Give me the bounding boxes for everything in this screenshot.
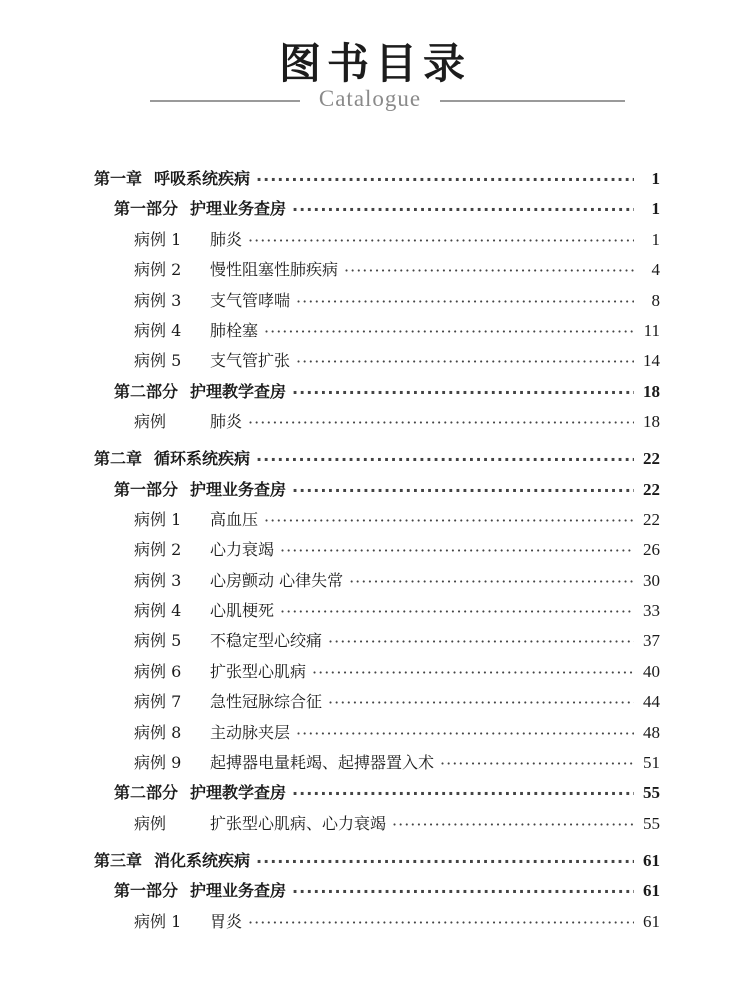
entry-label xyxy=(134,720,290,743)
dot-leader xyxy=(292,481,634,500)
table-of-contents xyxy=(94,156,660,932)
entry-label xyxy=(134,288,290,311)
page-number: 55 xyxy=(643,813,660,833)
entry-label xyxy=(134,811,386,834)
entry-label xyxy=(134,659,306,682)
toc-case-entry[interactable] xyxy=(94,651,660,681)
catalogue-header xyxy=(0,38,750,116)
toc-case-entry[interactable] xyxy=(94,341,660,371)
entry-title: 消化系统疾病 xyxy=(154,850,251,870)
toc-case-entry[interactable] xyxy=(94,743,660,773)
entry-number: 第三章 xyxy=(94,850,143,870)
entry-label xyxy=(114,379,286,402)
dot-leader xyxy=(292,200,634,219)
entry-title: 心房颤动 心律失常 xyxy=(210,570,344,590)
entry-number: 病例 5 xyxy=(134,631,182,651)
dot-leader xyxy=(292,882,634,901)
dot-leader xyxy=(256,450,634,469)
subtitle-row xyxy=(0,86,750,116)
dot-leader xyxy=(256,170,634,189)
entry-title: 不稳定型心绞痛 xyxy=(210,631,323,651)
entry-title: 主动脉夹层 xyxy=(210,722,291,742)
entry-number: 病例 xyxy=(134,412,167,432)
entry-number: 病例 8 xyxy=(134,722,182,742)
dot-leader xyxy=(312,663,634,682)
entry-title: 护理业务查房 xyxy=(190,479,287,499)
entry-number: 病例 5 xyxy=(134,351,182,371)
page-title: 图书目录 xyxy=(278,39,471,88)
toc-case-entry[interactable] xyxy=(94,402,660,432)
page-number: 1 xyxy=(651,229,660,249)
entry-title: 循环系统疾病 xyxy=(154,449,251,469)
entry-title: 胃炎 xyxy=(210,911,243,931)
dot-leader xyxy=(328,693,634,712)
left-divider xyxy=(150,100,300,102)
entry-number: 第二部分 xyxy=(114,783,179,803)
toc-case-entry[interactable] xyxy=(94,621,660,651)
entry-label xyxy=(134,750,434,773)
dot-leader xyxy=(296,352,634,371)
dot-leader xyxy=(248,231,634,250)
entry-number: 第一部分 xyxy=(114,199,179,219)
entry-label xyxy=(134,409,242,432)
entry-title: 呼吸系统疾病 xyxy=(154,169,251,188)
entry-title: 支气管哮喘 xyxy=(210,290,291,310)
dot-leader xyxy=(280,541,634,560)
entry-title: 护理业务查房 xyxy=(190,881,287,901)
toc-case-entry[interactable] xyxy=(94,901,660,931)
page-number: 11 xyxy=(643,320,660,340)
entry-title: 支气管扩张 xyxy=(210,351,291,371)
dot-leader xyxy=(349,572,634,591)
page-number: 61 xyxy=(643,850,660,870)
entry-label xyxy=(134,689,322,712)
entry-title: 高血压 xyxy=(210,509,259,529)
entry-number: 病例 1 xyxy=(134,509,182,529)
entry-title: 护理教学查房 xyxy=(190,381,287,401)
entry-number: 病例 9 xyxy=(134,753,182,773)
entry-label xyxy=(114,878,286,901)
page-number: 26 xyxy=(643,540,660,560)
entry-title: 心力衰竭 xyxy=(210,540,275,560)
entry-number: 病例 2 xyxy=(134,260,182,280)
page-number: 14 xyxy=(643,351,660,371)
page-number: 61 xyxy=(643,911,660,931)
toc-case-entry[interactable] xyxy=(94,712,660,742)
toc-part-entry[interactable] xyxy=(94,189,660,219)
entry-title: 心肌梗死 xyxy=(210,601,275,621)
entry-title: 护理业务查房 xyxy=(190,199,287,219)
dot-leader xyxy=(280,602,634,621)
toc-part-entry[interactable] xyxy=(94,371,660,401)
page-number: 37 xyxy=(643,631,660,651)
entry-number: 第一部分 xyxy=(114,479,179,499)
entry-number: 病例 3 xyxy=(134,290,182,310)
toc-case-entry[interactable] xyxy=(94,560,660,590)
dot-leader xyxy=(248,913,634,932)
page-number: 22 xyxy=(643,449,660,469)
entry-label xyxy=(134,568,343,591)
dot-leader xyxy=(344,261,634,280)
entry-number: 病例 1 xyxy=(134,229,182,249)
entry-label xyxy=(134,507,258,530)
toc-case-entry[interactable] xyxy=(94,591,660,621)
dot-leader xyxy=(328,632,634,651)
toc-chapter-entry[interactable] xyxy=(94,156,660,189)
toc-chapter-entry[interactable] xyxy=(94,436,660,469)
page-number: 22 xyxy=(643,479,660,499)
page-number: 22 xyxy=(643,509,660,529)
dot-leader xyxy=(264,511,634,530)
entry-number: 第二部分 xyxy=(114,381,179,401)
dot-leader xyxy=(296,724,634,743)
entry-label xyxy=(134,537,274,560)
page-number: 8 xyxy=(651,290,660,310)
entry-label xyxy=(134,257,338,280)
entry-title: 起搏器电量耗竭、起搏器置入术 xyxy=(210,753,435,773)
page-number: 1 xyxy=(651,199,660,219)
page-number: 4 xyxy=(651,260,660,280)
entry-title: 急性冠脉综合征 xyxy=(210,692,323,712)
entry-label xyxy=(94,166,250,189)
entry-label xyxy=(114,477,286,500)
entry-title: 肺炎 xyxy=(210,229,243,249)
page-number: 44 xyxy=(643,692,660,712)
entry-number: 病例 4 xyxy=(134,320,182,340)
page-number: 33 xyxy=(643,601,660,621)
page-number: 18 xyxy=(643,381,660,401)
toc-case-entry[interactable] xyxy=(94,280,660,310)
entry-number: 病例 7 xyxy=(134,692,182,712)
page-number: 61 xyxy=(643,881,660,901)
toc-case-entry[interactable] xyxy=(94,250,660,280)
entry-number: 病例 2 xyxy=(134,540,182,560)
dot-leader xyxy=(248,413,634,432)
page-number: 1 xyxy=(651,169,660,188)
page-number: 51 xyxy=(643,753,660,773)
dot-leader xyxy=(392,815,634,834)
toc-part-entry[interactable] xyxy=(94,871,660,901)
entry-number: 第二章 xyxy=(94,449,143,469)
toc-part-entry[interactable] xyxy=(94,773,660,803)
entry-label xyxy=(134,628,322,651)
page-number: 30 xyxy=(643,570,660,590)
entry-number: 第一部分 xyxy=(114,881,179,901)
entry-label xyxy=(134,598,274,621)
entry-number: 病例 1 xyxy=(134,911,182,931)
entry-label xyxy=(114,780,286,803)
page-number: 55 xyxy=(643,783,660,803)
toc-case-entry[interactable] xyxy=(94,219,660,249)
entry-title: 慢性阻塞性肺疾病 xyxy=(210,260,339,280)
entry-title: 扩张型心肌病 xyxy=(210,661,307,681)
dot-leader xyxy=(256,852,634,871)
entry-number: 第一章 xyxy=(94,169,143,188)
dot-leader xyxy=(292,784,634,803)
toc-case-entry[interactable] xyxy=(94,530,660,560)
entry-title: 肺炎 xyxy=(210,412,243,432)
dot-leader xyxy=(296,292,634,311)
entry-label xyxy=(134,227,242,250)
toc-part-entry[interactable] xyxy=(94,469,660,499)
entry-label xyxy=(134,318,258,341)
entry-number: 病例 xyxy=(134,813,167,833)
page-number: 48 xyxy=(643,722,660,742)
entry-title: 肺栓塞 xyxy=(210,320,259,340)
right-divider xyxy=(440,100,625,102)
entry-label xyxy=(94,446,250,469)
page-subtitle: Catalogue xyxy=(318,86,422,111)
entry-title: 扩张型心肌病、心力衰竭 xyxy=(210,813,387,833)
toc-chapter-entry[interactable] xyxy=(94,838,660,871)
entry-title: 护理教学查房 xyxy=(190,783,287,803)
toc-case-entry[interactable] xyxy=(94,682,660,712)
dot-leader xyxy=(292,383,634,402)
page-number: 40 xyxy=(643,661,660,681)
dot-leader xyxy=(264,322,634,341)
entry-number: 病例 4 xyxy=(134,601,182,621)
entry-label xyxy=(114,196,286,219)
entry-label xyxy=(134,348,290,371)
entry-number: 病例 3 xyxy=(134,570,182,590)
page-number: 18 xyxy=(643,412,660,432)
entry-label xyxy=(134,909,242,932)
entry-number: 病例 6 xyxy=(134,661,182,681)
toc-case-entry[interactable] xyxy=(94,311,660,341)
toc-case-entry[interactable] xyxy=(94,500,660,530)
toc-case-entry[interactable] xyxy=(94,803,660,833)
entry-label xyxy=(94,848,250,871)
dot-leader xyxy=(440,754,634,773)
